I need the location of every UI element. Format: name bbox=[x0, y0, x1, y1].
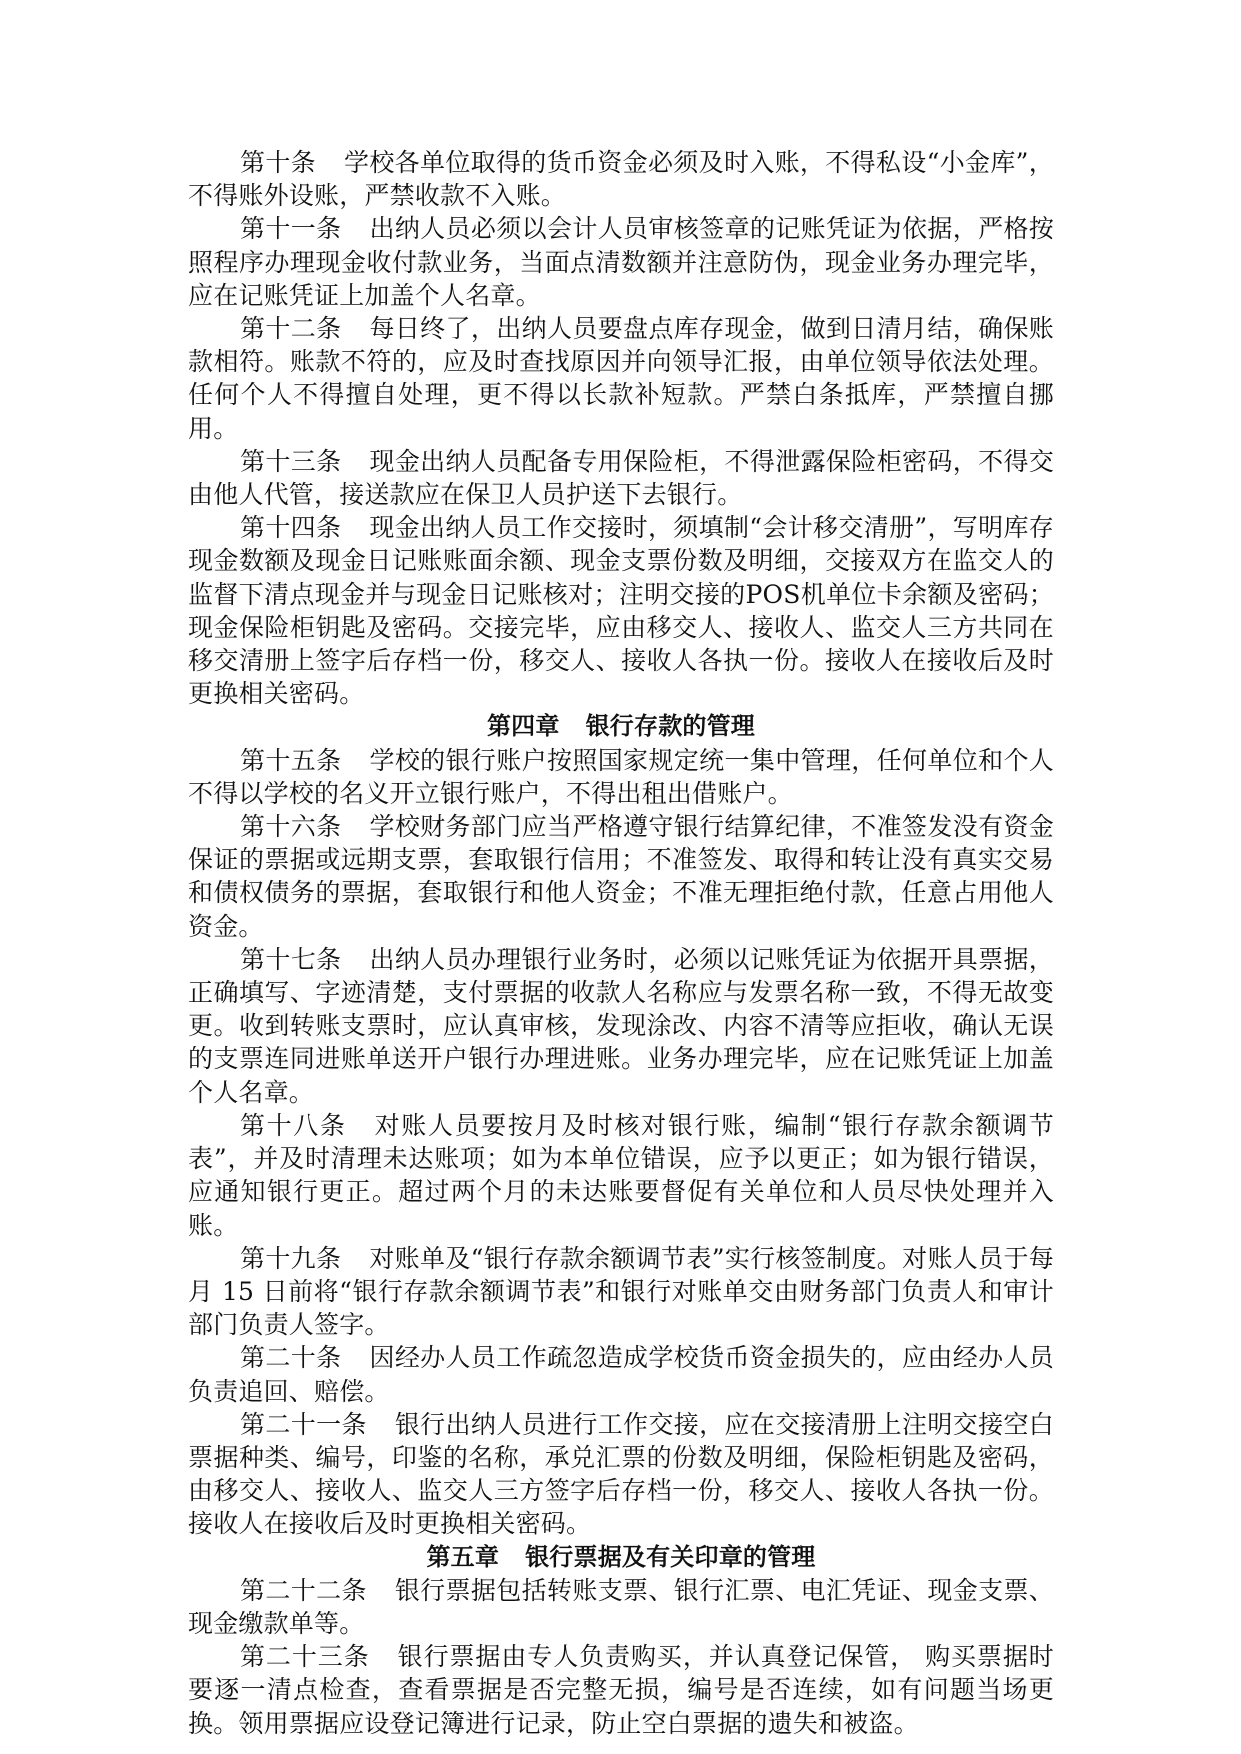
document-page bbox=[188, 146, 1054, 1740]
article-18 bbox=[188, 1109, 1054, 1242]
article-text: 出纳人员必须以会计人员审核签章的记账凭证为依据，严格按照程序办理现金收付款业务，当面点清数额并注意防伪，现金业务办理完毕，应在记账凭证上加盖个人名章。 bbox=[188, 214, 1054, 310]
article-text: 现金出纳人员工作交接时，须填制“会计移交清册”，写明库存现金数额及现金日记账账面余额、现金支票份数及明细，交接双方在监交人的监督下清点现金并与现金日记账核对；注明交接的POS机单位卡余额及密码；现金保险柜钥匙及密码。交接完毕，应由移交人、接收人、监交人三方共同在移交清册上签字后存档一份，移交人、接收人各执一份。接收人在接收后及时更换相关密码。 bbox=[188, 513, 1054, 709]
article-13 bbox=[188, 445, 1054, 511]
article-number: 第十一条 bbox=[240, 214, 342, 244]
article-text: 学校财务部门应当严格遵守银行结算纪律，不准签发没有资金保证的票据或远期支票，套取银行信用；不准签发、取得和转让没有真实交易和债权债务的票据，套取银行和他人资金；不准无理拒绝付款，任意占用他人资金。 bbox=[188, 812, 1054, 941]
article-text: 对账单及“银行存款余额调节表”实行核签制度。对账人员于每月 15 日前将“银行存款余额调节表”和银行对账单交由财务部门负责人和审计部门负责人签字。 bbox=[188, 1243, 1054, 1340]
article-number: 第十二条 bbox=[240, 314, 342, 344]
article-16 bbox=[188, 810, 1054, 943]
article-number: 第十四条 bbox=[240, 513, 342, 543]
chapter-title: 银行存款的管理 bbox=[585, 712, 755, 741]
article-number: 第二十一条 bbox=[240, 1409, 367, 1439]
article-text: 学校的银行账户按照国家规定统一集中管理，任何单位和个人不得以学校的名义开立银行账户，不得出租出借账户。 bbox=[188, 745, 1054, 808]
article-number: 第二十二条 bbox=[240, 1575, 367, 1605]
article-number: 第十八条 bbox=[240, 1110, 347, 1140]
article-number: 第十六条 bbox=[240, 812, 342, 842]
article-text: 现金出纳人员配备专用保险柜，不得泄露保险柜密码，不得交由他人代管，接送款应在保卫人员护送下去银行。 bbox=[188, 446, 1054, 510]
article-23 bbox=[188, 1640, 1054, 1740]
article-number: 第二十三条 bbox=[240, 1642, 370, 1672]
article-text: 银行票据包括转账支票、银行汇票、电汇凭证、现金支票、现金缴款单等。 bbox=[188, 1575, 1054, 1638]
article-10 bbox=[188, 146, 1054, 212]
article-20 bbox=[188, 1341, 1054, 1407]
article-text: 对账人员要按月及时核对银行账，编制“银行存款余额调节表”，并及时清理未达账项；如为本单位错误，应予以更正；如为银行错误，应通知银行更正。超过两个月的未达账要督促有关单位和人员尽快处理并入账。 bbox=[188, 1110, 1054, 1240]
article-text: 出纳人员办理银行业务时，必须以记账凭证为依据开具票据，正确填写、字迹清楚，支付票据的收款人名称应与发票名称一致，不得无故变更。收到转账支票时，应认真审核，发现涂改、内容不清等应拒收，确认无误的支票连同进账单送开户银行办理进账。业务办理完毕，应在记账凭证上加盖个人名章。 bbox=[188, 944, 1054, 1107]
chapter-heading-5 bbox=[188, 1541, 1054, 1574]
article-number: 第十三条 bbox=[240, 446, 342, 476]
article-21 bbox=[188, 1408, 1054, 1541]
chapter-number: 第四章 bbox=[486, 712, 560, 741]
chapter-title: 银行票据及有关印章的管理 bbox=[525, 1542, 816, 1571]
article-text: 因经办人员工作疏忽造成学校货币资金损失的，应由经办人员负责追回、赔偿。 bbox=[188, 1343, 1054, 1406]
article-number: 第十条 bbox=[240, 148, 316, 177]
article-17 bbox=[188, 943, 1054, 1109]
article-12 bbox=[188, 312, 1054, 445]
article-number: 第十七条 bbox=[240, 944, 342, 974]
article-text: 银行出纳人员进行工作交接，应在交接清册上注明交接空白票据种类、编号，印鉴的名称，承兑汇票的份数及明细，保险柜钥匙及密码，由移交人、接收人、监交人三方签字后存档一份，移交人、接收人各执一份。接收人在接收后及时更换相关密码。 bbox=[188, 1409, 1054, 1539]
article-number: 第十五条 bbox=[240, 745, 342, 775]
article-15 bbox=[188, 744, 1054, 810]
article-number: 第十九条 bbox=[240, 1243, 342, 1273]
chapter-heading-4 bbox=[188, 710, 1054, 743]
article-number: 第二十条 bbox=[240, 1343, 342, 1373]
article-19 bbox=[188, 1242, 1054, 1342]
article-14 bbox=[188, 511, 1054, 710]
article-text: 银行票据由专人负责购买，并认真登记保管， 购买票据时要逐一清点检查，查看票据是否完整无损，编号是否连续，如有问题当场更换。领用票据应设登记簿进行记录，防止空白票据的遗失和被盗。 bbox=[188, 1642, 1054, 1738]
article-22 bbox=[188, 1574, 1054, 1640]
article-11 bbox=[188, 212, 1054, 312]
article-text: 学校各单位取得的货币资金必须及时入账，不得私设“小金库”，不得账外设账，严禁收款不入账。 bbox=[188, 148, 1054, 211]
chapter-number: 第五章 bbox=[426, 1542, 500, 1571]
article-text: 每日终了，出纳人员要盘点库存现金，做到日清月结，确保账款相符。账款不符的，应及时查找原因并向领导汇报，由单位领导依法处理。任何个人不得擅自处理，更不得以长款补短款。严禁白条抵库，严禁擅自挪用。 bbox=[188, 314, 1054, 443]
